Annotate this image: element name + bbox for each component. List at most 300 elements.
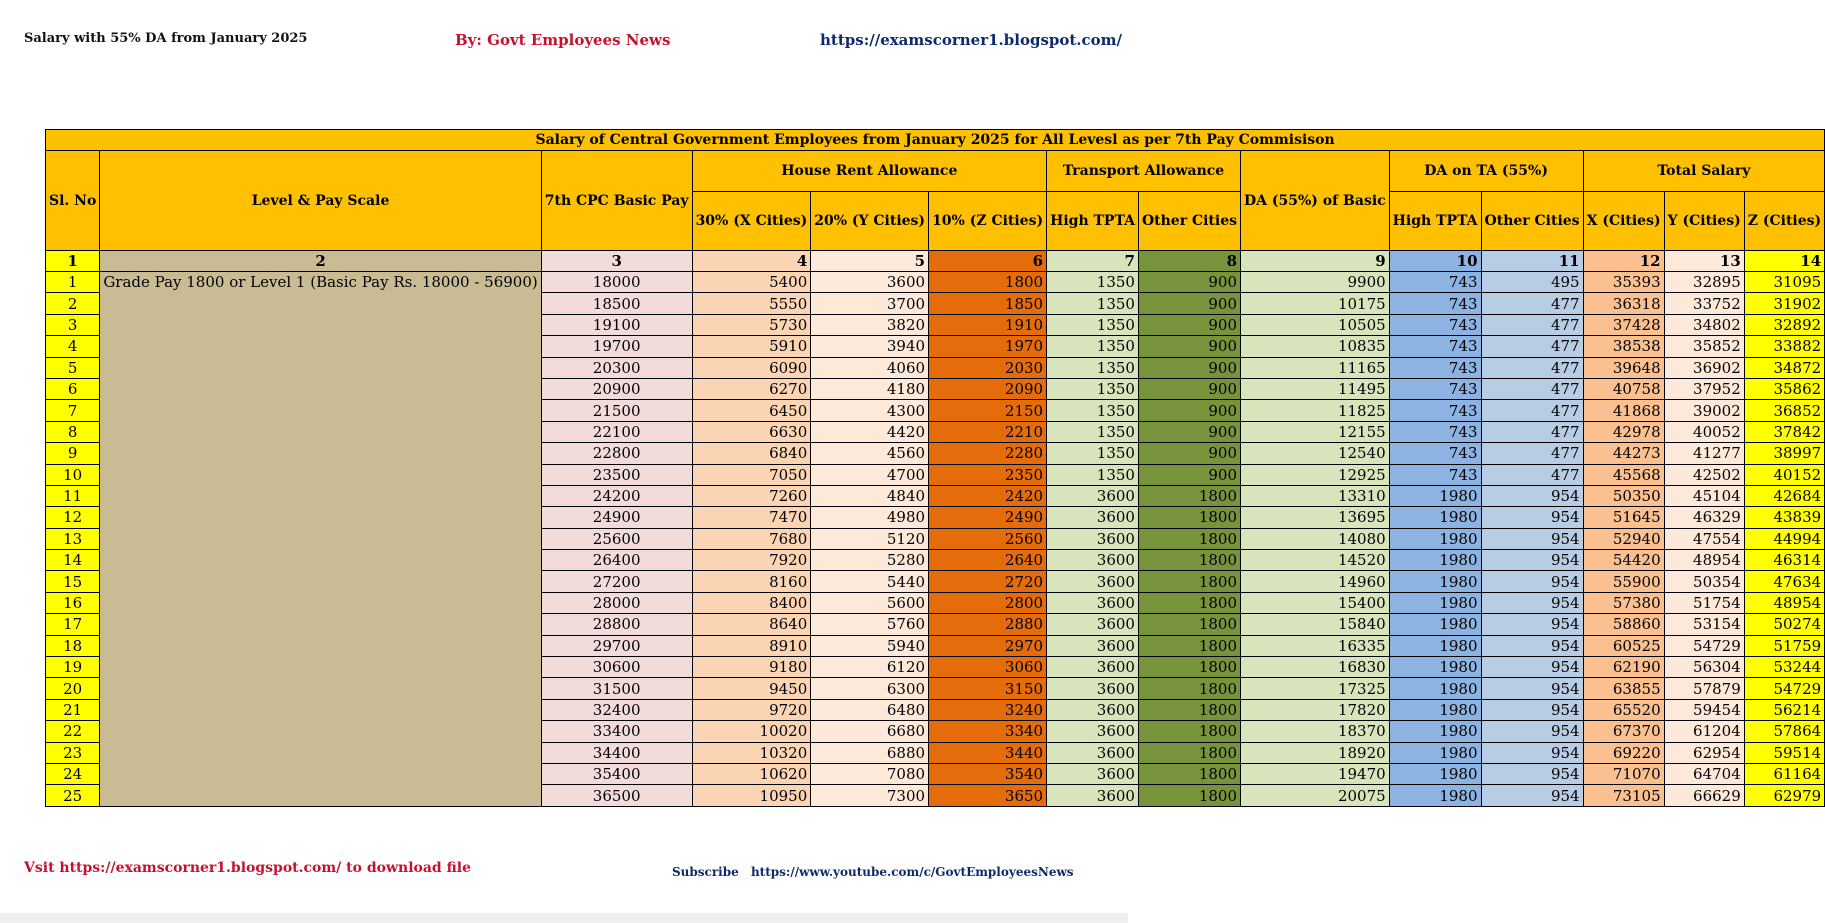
total-z-cell: 51759 — [1744, 635, 1824, 656]
da-ta-other-cell: 954 — [1481, 635, 1583, 656]
da-ta-other-cell: 954 — [1481, 742, 1583, 763]
da-cell: 9900 — [1241, 272, 1390, 293]
da-ta-other-cell: 954 — [1481, 614, 1583, 635]
hra-y-cell: 3940 — [811, 336, 929, 357]
basic-pay-cell: 19100 — [541, 314, 692, 335]
col-number: 1 — [46, 251, 100, 272]
sl-no-cell: 16 — [46, 592, 100, 613]
col-number: 10 — [1389, 251, 1481, 272]
ta-high-cell: 3600 — [1047, 592, 1139, 613]
da-ta-high-cell: 743 — [1389, 357, 1481, 378]
total-z-cell: 62979 — [1744, 785, 1824, 806]
sl-no-cell: 25 — [46, 785, 100, 806]
hra-z-cell: 2090 — [929, 378, 1047, 399]
hra-z-cell: 2720 — [929, 571, 1047, 592]
col-number: 11 — [1481, 251, 1583, 272]
da-cell: 18920 — [1241, 742, 1390, 763]
basic-pay-cell: 28000 — [541, 592, 692, 613]
total-y-cell: 36902 — [1664, 357, 1744, 378]
hra-z-cell: 2880 — [929, 614, 1047, 635]
sl-no-cell: 8 — [46, 421, 100, 442]
hra-x-cell: 7470 — [692, 507, 811, 528]
total-y-cell: 33752 — [1664, 293, 1744, 314]
da-ta-high-cell: 1980 — [1389, 614, 1481, 635]
da-ta-high-cell: 1980 — [1389, 678, 1481, 699]
ta-high-cell: 3600 — [1047, 614, 1139, 635]
da-ta-other-cell: 954 — [1481, 528, 1583, 549]
total-x-cell: 42978 — [1583, 421, 1664, 442]
hra-x-cell: 5730 — [692, 314, 811, 335]
da-ta-other-cell: 477 — [1481, 443, 1583, 464]
ta-other-cell: 900 — [1138, 272, 1240, 293]
total-z-cell: 43839 — [1744, 507, 1824, 528]
col-number: 6 — [929, 251, 1047, 272]
da-ta-high-cell: 1980 — [1389, 657, 1481, 678]
col-header-hra-x: 30% (X Cities) — [692, 192, 811, 251]
hra-z-cell: 2490 — [929, 507, 1047, 528]
hra-x-cell: 10950 — [692, 785, 811, 806]
col-number: 8 — [1138, 251, 1240, 272]
col-header-total-x: X (Cities) — [1583, 192, 1664, 251]
sl-no-cell: 13 — [46, 528, 100, 549]
hra-x-cell: 7920 — [692, 550, 811, 571]
sl-no-cell: 4 — [46, 336, 100, 357]
basic-pay-cell: 22800 — [541, 443, 692, 464]
hra-x-cell: 6630 — [692, 421, 811, 442]
basic-pay-cell: 24200 — [541, 485, 692, 506]
hra-y-cell: 6120 — [811, 657, 929, 678]
da-cell: 11495 — [1241, 378, 1390, 399]
col-header-sl-no: Sl. No — [46, 151, 100, 251]
sl-no-cell: 5 — [46, 357, 100, 378]
sl-no-cell: 11 — [46, 485, 100, 506]
hra-y-cell: 3600 — [811, 272, 929, 293]
total-z-cell: 50274 — [1744, 614, 1824, 635]
ta-other-cell: 900 — [1138, 314, 1240, 335]
col-header-total-y: Y (Cities) — [1664, 192, 1744, 251]
hra-y-cell: 3700 — [811, 293, 929, 314]
total-x-cell: 35393 — [1583, 272, 1664, 293]
da-ta-other-cell: 954 — [1481, 785, 1583, 806]
hra-x-cell: 10320 — [692, 742, 811, 763]
hra-z-cell: 2030 — [929, 357, 1047, 378]
footer-download-note[interactable]: Vsit https://examscorner1.blogspot.com/ to download file — [24, 860, 471, 876]
total-z-cell: 34872 — [1744, 357, 1824, 378]
hra-x-cell: 5910 — [692, 336, 811, 357]
basic-pay-cell: 21500 — [541, 400, 692, 421]
hra-z-cell: 1800 — [929, 272, 1047, 293]
sl-no-cell: 22 — [46, 721, 100, 742]
hra-y-cell: 7080 — [811, 763, 929, 784]
total-y-cell: 53154 — [1664, 614, 1744, 635]
da-ta-other-cell: 954 — [1481, 657, 1583, 678]
da-ta-other-cell: 954 — [1481, 699, 1583, 720]
da-cell: 10505 — [1241, 314, 1390, 335]
da-ta-other-cell: 954 — [1481, 678, 1583, 699]
total-y-cell: 39002 — [1664, 400, 1744, 421]
bottom-strip — [0, 913, 1128, 923]
column-number-row — [46, 251, 1825, 272]
salary-rows — [46, 272, 1825, 807]
ta-other-cell: 1800 — [1138, 785, 1240, 806]
basic-pay-cell: 35400 — [541, 763, 692, 784]
sl-no-cell: 18 — [46, 635, 100, 656]
col-header-level: Level & Pay Scale — [100, 151, 541, 251]
total-y-cell: 35852 — [1664, 336, 1744, 357]
col-number: 13 — [1664, 251, 1744, 272]
hra-x-cell: 6450 — [692, 400, 811, 421]
total-y-cell: 54729 — [1664, 635, 1744, 656]
da-cell: 15840 — [1241, 614, 1390, 635]
da-cell: 14960 — [1241, 571, 1390, 592]
da-cell: 10835 — [1241, 336, 1390, 357]
basic-pay-cell: 23500 — [541, 464, 692, 485]
da-ta-other-cell: 477 — [1481, 293, 1583, 314]
da-ta-high-cell: 743 — [1389, 293, 1481, 314]
da-cell: 16335 — [1241, 635, 1390, 656]
basic-pay-cell: 27200 — [541, 571, 692, 592]
col-number: 2 — [100, 251, 541, 272]
ta-other-cell: 1800 — [1138, 742, 1240, 763]
total-z-cell: 35862 — [1744, 378, 1824, 399]
basic-pay-cell: 29700 — [541, 635, 692, 656]
total-z-cell: 56214 — [1744, 699, 1824, 720]
total-x-cell: 40758 — [1583, 378, 1664, 399]
hra-y-cell: 4980 — [811, 507, 929, 528]
ta-high-cell: 3600 — [1047, 657, 1139, 678]
ta-other-cell: 1800 — [1138, 614, 1240, 635]
total-y-cell: 34802 — [1664, 314, 1744, 335]
hra-x-cell: 6090 — [692, 357, 811, 378]
hra-y-cell: 4420 — [811, 421, 929, 442]
total-z-cell: 31902 — [1744, 293, 1824, 314]
da-cell: 11825 — [1241, 400, 1390, 421]
da-ta-other-cell: 477 — [1481, 357, 1583, 378]
header-byline: By: Govt Employees News — [455, 31, 671, 49]
hra-x-cell: 6840 — [692, 443, 811, 464]
basic-pay-cell: 33400 — [541, 721, 692, 742]
total-z-cell: 54729 — [1744, 678, 1824, 699]
da-ta-other-cell: 477 — [1481, 378, 1583, 399]
hra-y-cell: 6300 — [811, 678, 929, 699]
sl-no-cell: 19 — [46, 657, 100, 678]
col-header-hra-z: 10% (Z Cities) — [929, 192, 1047, 251]
basic-pay-cell: 32400 — [541, 699, 692, 720]
da-ta-high-cell: 1980 — [1389, 742, 1481, 763]
ta-high-cell: 1350 — [1047, 400, 1139, 421]
ta-high-cell: 3600 — [1047, 571, 1139, 592]
table-row — [46, 272, 1825, 293]
total-z-cell: 46314 — [1744, 550, 1824, 571]
ta-other-cell: 900 — [1138, 421, 1240, 442]
hra-y-cell: 7300 — [811, 785, 929, 806]
ta-other-cell: 1800 — [1138, 592, 1240, 613]
hra-z-cell: 1910 — [929, 314, 1047, 335]
ta-other-cell: 900 — [1138, 293, 1240, 314]
da-ta-high-cell: 1980 — [1389, 507, 1481, 528]
total-x-cell: 62190 — [1583, 657, 1664, 678]
sl-no-cell: 17 — [46, 614, 100, 635]
da-cell: 12540 — [1241, 443, 1390, 464]
total-x-cell: 57380 — [1583, 592, 1664, 613]
hra-z-cell: 1970 — [929, 336, 1047, 357]
total-y-cell: 40052 — [1664, 421, 1744, 442]
da-ta-high-cell: 1980 — [1389, 785, 1481, 806]
da-cell: 12925 — [1241, 464, 1390, 485]
basic-pay-cell: 19700 — [541, 336, 692, 357]
col-number: 12 — [1583, 251, 1664, 272]
ta-other-cell: 1800 — [1138, 699, 1240, 720]
da-cell: 14520 — [1241, 550, 1390, 571]
sl-no-cell: 2 — [46, 293, 100, 314]
ta-other-cell: 900 — [1138, 378, 1240, 399]
hra-y-cell: 6480 — [811, 699, 929, 720]
da-ta-other-cell: 954 — [1481, 763, 1583, 784]
hra-x-cell: 10620 — [692, 763, 811, 784]
col-header-ta-high: High TPTA — [1047, 192, 1139, 251]
da-ta-other-cell: 477 — [1481, 314, 1583, 335]
da-ta-other-cell: 954 — [1481, 550, 1583, 571]
hra-z-cell: 2210 — [929, 421, 1047, 442]
hra-z-cell: 3440 — [929, 742, 1047, 763]
ta-other-cell: 900 — [1138, 400, 1240, 421]
hra-x-cell: 9720 — [692, 699, 811, 720]
sl-no-cell: 6 — [46, 378, 100, 399]
ta-other-cell: 1800 — [1138, 721, 1240, 742]
basic-pay-cell: 28800 — [541, 614, 692, 635]
total-x-cell: 67370 — [1583, 721, 1664, 742]
da-cell: 13310 — [1241, 485, 1390, 506]
col-header-hra: House Rent Allowance — [692, 151, 1047, 192]
hra-z-cell: 2420 — [929, 485, 1047, 506]
hra-z-cell: 2560 — [929, 528, 1047, 549]
da-ta-high-cell: 743 — [1389, 400, 1481, 421]
ta-other-cell: 1800 — [1138, 485, 1240, 506]
hra-x-cell: 8400 — [692, 592, 811, 613]
da-ta-high-cell: 1980 — [1389, 721, 1481, 742]
da-ta-other-cell: 954 — [1481, 485, 1583, 506]
ta-other-cell: 1800 — [1138, 678, 1240, 699]
basic-pay-cell: 24900 — [541, 507, 692, 528]
hra-z-cell: 2800 — [929, 592, 1047, 613]
hra-y-cell: 4840 — [811, 485, 929, 506]
da-cell: 17325 — [1241, 678, 1390, 699]
col-header-transport: Transport Allowance — [1047, 151, 1241, 192]
total-x-cell: 50350 — [1583, 485, 1664, 506]
hra-x-cell: 9450 — [692, 678, 811, 699]
ta-other-cell: 900 — [1138, 464, 1240, 485]
ta-high-cell: 3600 — [1047, 678, 1139, 699]
hra-z-cell: 2350 — [929, 464, 1047, 485]
hra-y-cell: 5600 — [811, 592, 929, 613]
ta-other-cell: 1800 — [1138, 528, 1240, 549]
sl-no-cell: 9 — [46, 443, 100, 464]
hra-y-cell: 5440 — [811, 571, 929, 592]
ta-high-cell: 1350 — [1047, 421, 1139, 442]
da-ta-other-cell: 477 — [1481, 400, 1583, 421]
sl-no-cell: 24 — [46, 763, 100, 784]
col-header-basic-pay: 7th CPC Basic Pay — [541, 151, 692, 251]
hra-x-cell: 8910 — [692, 635, 811, 656]
total-y-cell: 42502 — [1664, 464, 1744, 485]
ta-high-cell: 1350 — [1047, 357, 1139, 378]
ta-high-cell: 3600 — [1047, 550, 1139, 571]
total-y-cell: 59454 — [1664, 699, 1744, 720]
basic-pay-cell: 36500 — [541, 785, 692, 806]
total-y-cell: 47554 — [1664, 528, 1744, 549]
col-number: 4 — [692, 251, 811, 272]
ta-high-cell: 1350 — [1047, 293, 1139, 314]
total-x-cell: 51645 — [1583, 507, 1664, 528]
total-z-cell: 31095 — [1744, 272, 1824, 293]
da-ta-high-cell: 743 — [1389, 314, 1481, 335]
da-cell: 17820 — [1241, 699, 1390, 720]
da-ta-high-cell: 1980 — [1389, 592, 1481, 613]
total-y-cell: 45104 — [1664, 485, 1744, 506]
ta-high-cell: 3600 — [1047, 785, 1139, 806]
da-cell: 18370 — [1241, 721, 1390, 742]
ta-other-cell: 1800 — [1138, 763, 1240, 784]
basic-pay-cell: 30600 — [541, 657, 692, 678]
col-number: 14 — [1744, 251, 1824, 272]
hra-y-cell: 5760 — [811, 614, 929, 635]
hra-y-cell: 5940 — [811, 635, 929, 656]
total-y-cell: 41277 — [1664, 443, 1744, 464]
hra-y-cell: 4060 — [811, 357, 929, 378]
da-cell: 19470 — [1241, 763, 1390, 784]
hra-y-cell: 4700 — [811, 464, 929, 485]
ta-high-cell: 3600 — [1047, 485, 1139, 506]
footer-subscribe[interactable] — [672, 865, 1074, 879]
da-cell: 13695 — [1241, 507, 1390, 528]
da-ta-other-cell: 954 — [1481, 571, 1583, 592]
total-y-cell: 61204 — [1664, 721, 1744, 742]
da-ta-other-cell: 477 — [1481, 421, 1583, 442]
total-y-cell: 56304 — [1664, 657, 1744, 678]
total-y-cell: 66629 — [1664, 785, 1744, 806]
hra-y-cell: 4560 — [811, 443, 929, 464]
hra-x-cell: 10020 — [692, 721, 811, 742]
total-z-cell: 59514 — [1744, 742, 1824, 763]
da-cell: 12155 — [1241, 421, 1390, 442]
ta-other-cell: 900 — [1138, 357, 1240, 378]
hra-z-cell: 3340 — [929, 721, 1047, 742]
total-x-cell: 37428 — [1583, 314, 1664, 335]
hra-z-cell: 1850 — [929, 293, 1047, 314]
ta-high-cell: 1350 — [1047, 314, 1139, 335]
hra-x-cell: 8160 — [692, 571, 811, 592]
total-x-cell: 52940 — [1583, 528, 1664, 549]
total-x-cell: 71070 — [1583, 763, 1664, 784]
total-z-cell: 40152 — [1744, 464, 1824, 485]
youtube-url[interactable]: https://www.youtube.com/c/GovtEmployeesNews — [750, 865, 1074, 879]
da-ta-other-cell: 477 — [1481, 464, 1583, 485]
ta-other-cell: 1800 — [1138, 507, 1240, 528]
hra-z-cell: 2150 — [929, 400, 1047, 421]
ta-high-cell: 3600 — [1047, 635, 1139, 656]
col-header-da-on-ta: DA on TA (55%) — [1389, 151, 1583, 192]
total-x-cell: 73105 — [1583, 785, 1664, 806]
da-ta-high-cell: 1980 — [1389, 699, 1481, 720]
header-site-url[interactable]: https://examscorner1.blogspot.com/ — [820, 31, 1123, 49]
basic-pay-cell: 22100 — [541, 421, 692, 442]
col-header-dota-high: High TPTA — [1389, 192, 1481, 251]
salary-table — [45, 129, 1825, 807]
sl-no-cell: 23 — [46, 742, 100, 763]
total-x-cell: 41868 — [1583, 400, 1664, 421]
hra-y-cell: 6680 — [811, 721, 929, 742]
total-x-cell: 65520 — [1583, 699, 1664, 720]
hra-y-cell: 6880 — [811, 742, 929, 763]
ta-high-cell: 3600 — [1047, 528, 1139, 549]
da-ta-high-cell: 1980 — [1389, 763, 1481, 784]
da-ta-other-cell: 954 — [1481, 721, 1583, 742]
ta-high-cell: 3600 — [1047, 763, 1139, 784]
ta-other-cell: 900 — [1138, 336, 1240, 357]
da-ta-high-cell: 743 — [1389, 443, 1481, 464]
col-number: 7 — [1047, 251, 1139, 272]
total-x-cell: 55900 — [1583, 571, 1664, 592]
ta-high-cell: 1350 — [1047, 272, 1139, 293]
ta-high-cell: 1350 — [1047, 378, 1139, 399]
hra-x-cell: 6270 — [692, 378, 811, 399]
da-ta-high-cell: 743 — [1389, 421, 1481, 442]
total-x-cell: 63855 — [1583, 678, 1664, 699]
hra-y-cell: 5120 — [811, 528, 929, 549]
basic-pay-cell: 25600 — [541, 528, 692, 549]
total-z-cell: 61164 — [1744, 763, 1824, 784]
sl-no-cell: 10 — [46, 464, 100, 485]
total-y-cell: 51754 — [1664, 592, 1744, 613]
ta-other-cell: 1800 — [1138, 635, 1240, 656]
total-x-cell: 39648 — [1583, 357, 1664, 378]
hra-z-cell: 2280 — [929, 443, 1047, 464]
col-header-total-salary: Total Salary — [1583, 151, 1825, 192]
hra-x-cell: 5400 — [692, 272, 811, 293]
total-y-cell: 37952 — [1664, 378, 1744, 399]
hra-x-cell: 9180 — [692, 657, 811, 678]
da-cell: 14080 — [1241, 528, 1390, 549]
ta-other-cell: 1800 — [1138, 657, 1240, 678]
sl-no-cell: 12 — [46, 507, 100, 528]
hra-y-cell: 4300 — [811, 400, 929, 421]
total-z-cell: 42684 — [1744, 485, 1824, 506]
total-x-cell: 58860 — [1583, 614, 1664, 635]
col-number: 5 — [811, 251, 929, 272]
da-ta-high-cell: 743 — [1389, 336, 1481, 357]
total-y-cell: 57879 — [1664, 678, 1744, 699]
da-cell: 11165 — [1241, 357, 1390, 378]
total-x-cell: 44273 — [1583, 443, 1664, 464]
sl-no-cell: 14 — [46, 550, 100, 571]
total-z-cell: 37842 — [1744, 421, 1824, 442]
basic-pay-cell: 34400 — [541, 742, 692, 763]
col-header-hra-y: 20% (Y Cities) — [811, 192, 929, 251]
total-x-cell: 38538 — [1583, 336, 1664, 357]
total-z-cell: 57864 — [1744, 721, 1824, 742]
basic-pay-cell: 18500 — [541, 293, 692, 314]
level-pay-scale-cell: Grade Pay 1800 or Level 1 (Basic Pay Rs. 18000 - 56900) — [100, 272, 541, 807]
total-x-cell: 60525 — [1583, 635, 1664, 656]
da-ta-other-cell: 495 — [1481, 272, 1583, 293]
total-x-cell: 54420 — [1583, 550, 1664, 571]
hra-z-cell: 3060 — [929, 657, 1047, 678]
col-number: 9 — [1241, 251, 1390, 272]
basic-pay-cell: 20900 — [541, 378, 692, 399]
ta-other-cell: 1800 — [1138, 571, 1240, 592]
total-z-cell: 38997 — [1744, 443, 1824, 464]
sl-no-cell: 1 — [46, 272, 100, 293]
